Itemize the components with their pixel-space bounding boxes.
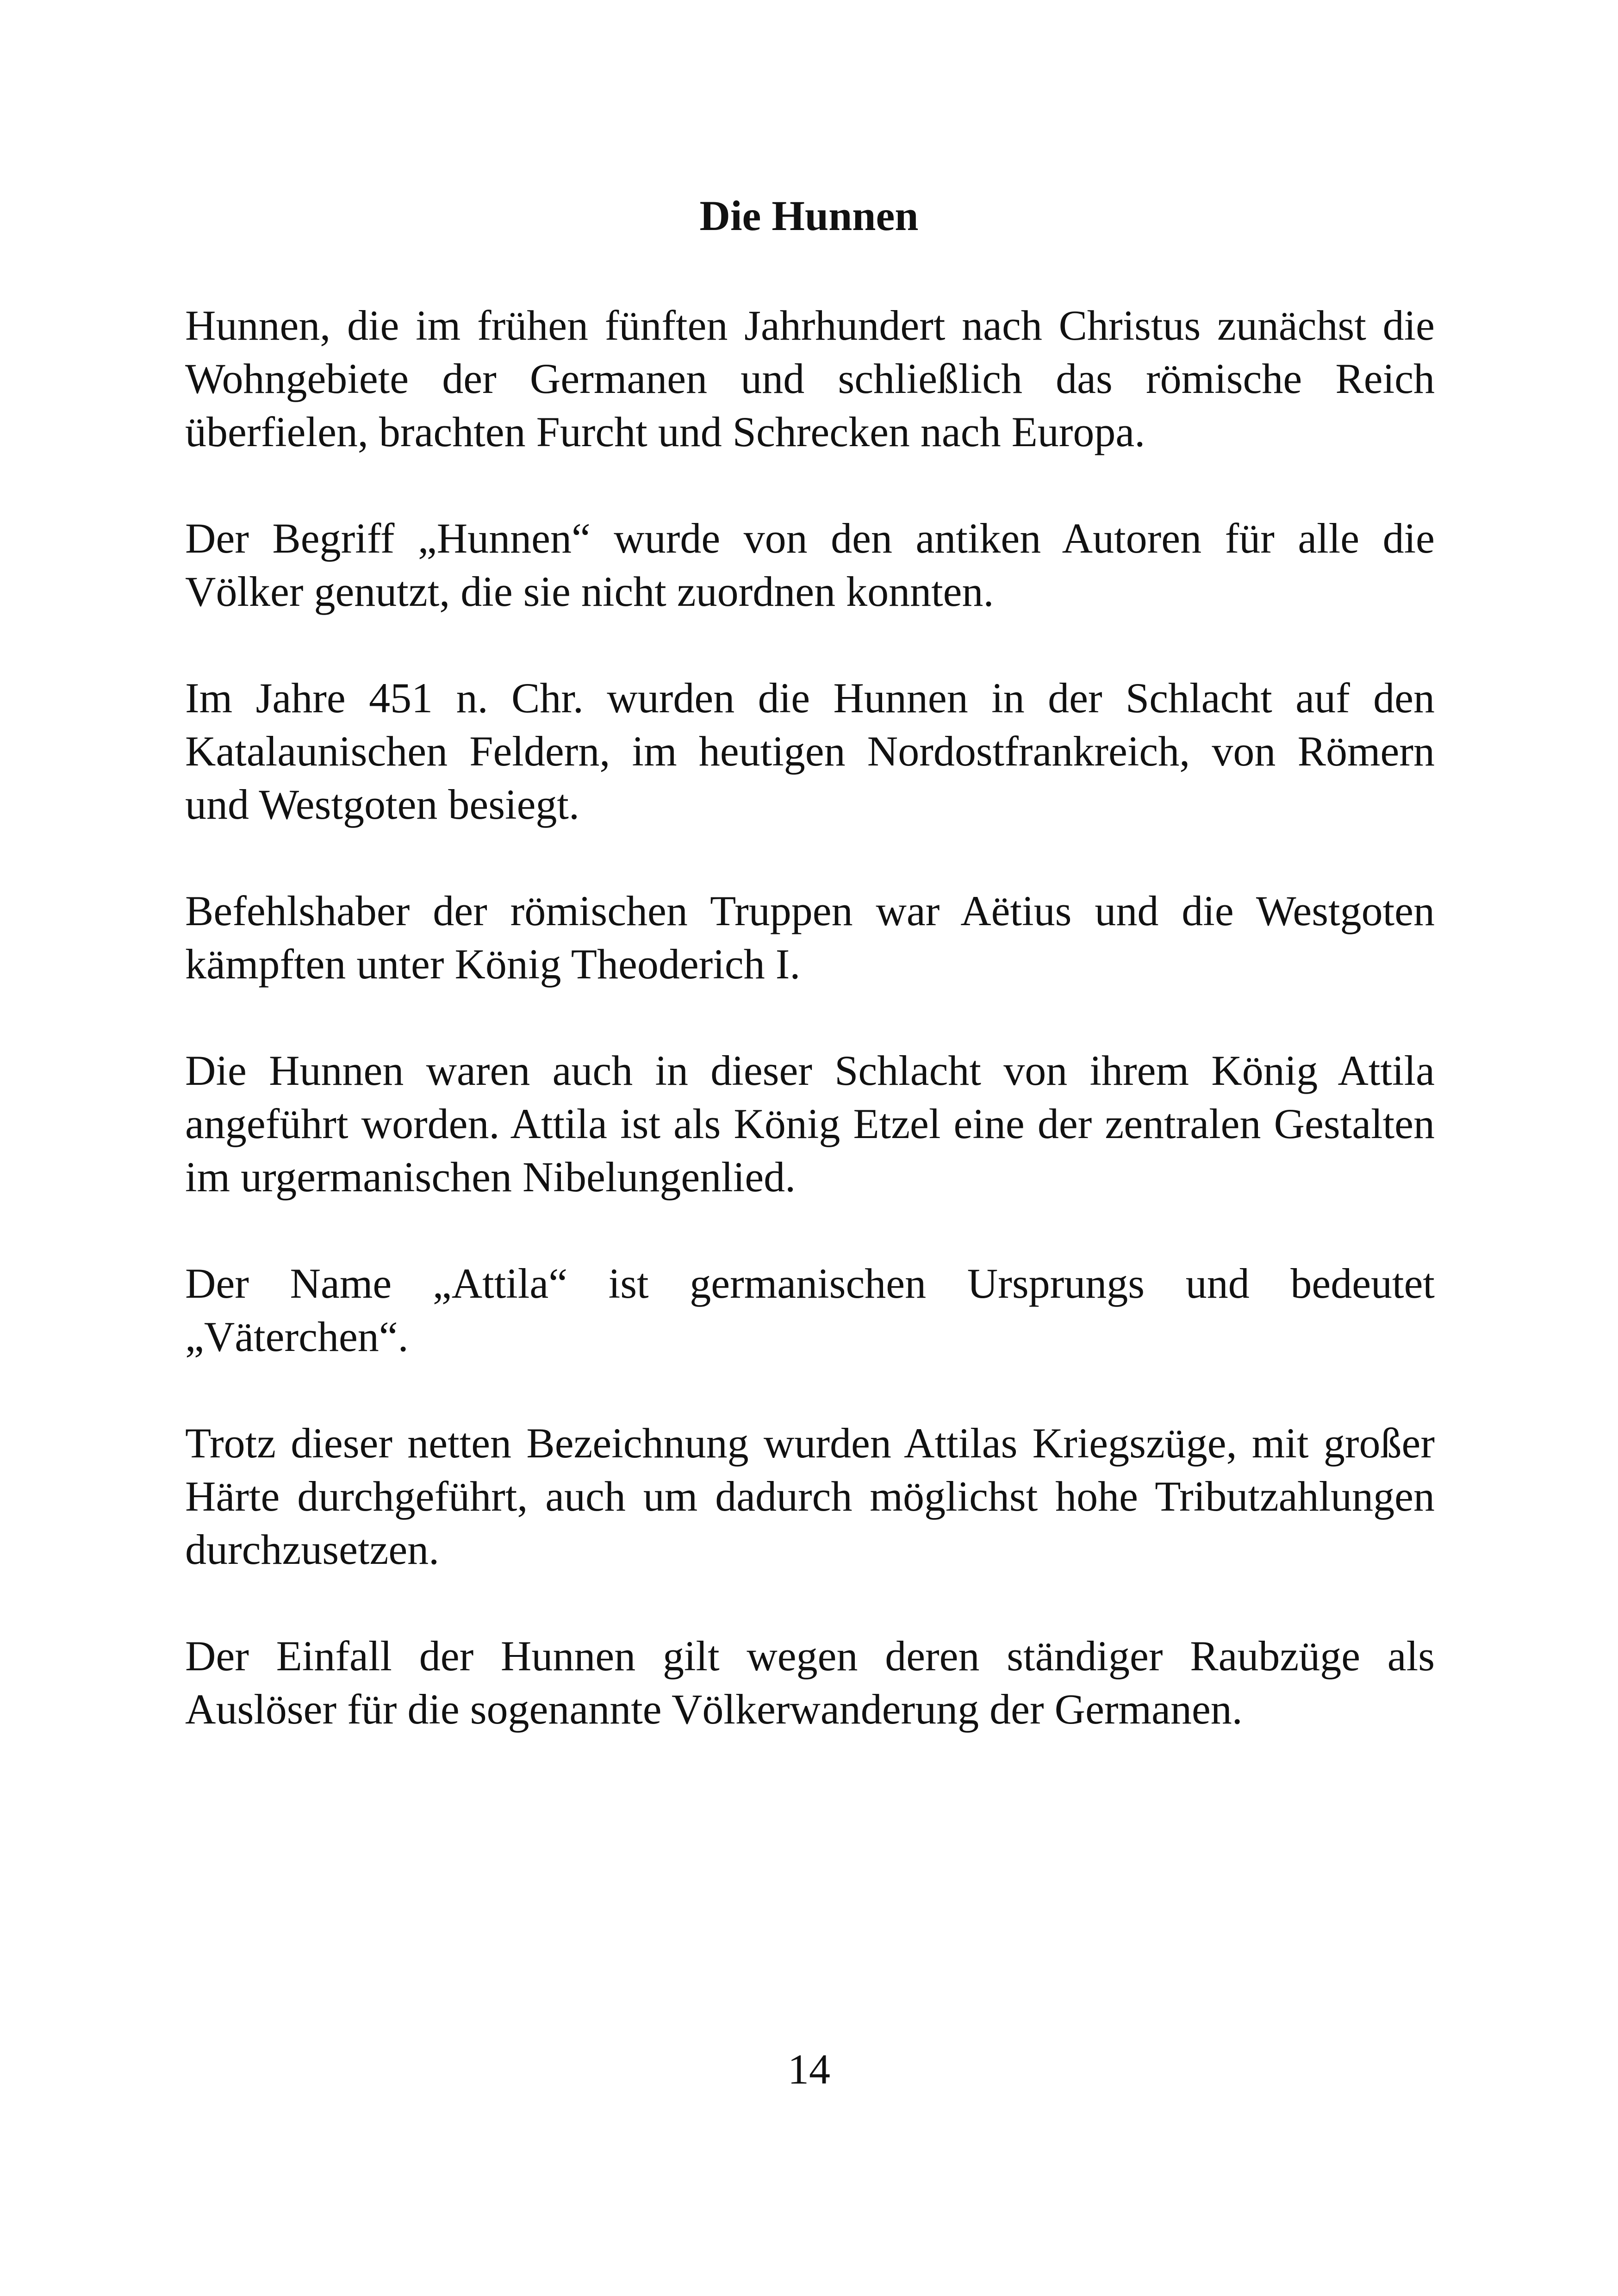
paragraph-7: Trotz dieser netten Bezeichnung wurden Attilas Kriegszüge, mit großer Härte durchgeführt, auch um dadurch möglichst hohe Tributzahlungen durchzusetzen.: [185, 1419, 1435, 1573]
body-text: [185, 299, 1435, 1736]
paragraph-5: Die Hunnen waren auch in dieser Schlacht von ihrem König Attila angeführt worden. Attila ist als König Etzel eine der zentralen Gestalten im urgermanischen Nibelungenlied.: [185, 1047, 1435, 1201]
paragraph-6: Der Name „Attila“ ist germanischen Ursprungs und bedeutet „Väterchen“.: [185, 1260, 1435, 1360]
page-number: 14: [788, 2046, 830, 2093]
page-title: Die Hunnen: [699, 192, 919, 239]
paragraph-3: Im Jahre 451 n. Chr. wurden die Hunnen in der Schlacht auf den Katalaunischen Feldern, im heutigen Nordostfrankreich, von Römern und Westgoten besiegt.: [185, 674, 1435, 828]
paragraph-4: Befehlshaber der römischen Truppen war Aëtius und die Westgoten kämpften unter König Theoderich I.: [185, 887, 1435, 988]
paragraph-2: Der Begriff „Hunnen“ wurde von den antiken Autoren für alle die Völker genutzt, die sie nicht zuordnen konnten.: [185, 515, 1435, 615]
paragraph-1: Hunnen, die im frühen fünften Jahrhundert nach Christus zunächst die Wohngebiete der Germanen und schließlich das römische Reich überfielen, brachten Furcht und Schrecken nach Europa.: [185, 302, 1435, 455]
paragraph-8: Der Einfall der Hunnen gilt wegen deren ständiger Raubzüge als Auslöser für die sogenannte Völkerwanderung der Germanen.: [185, 1632, 1435, 1733]
